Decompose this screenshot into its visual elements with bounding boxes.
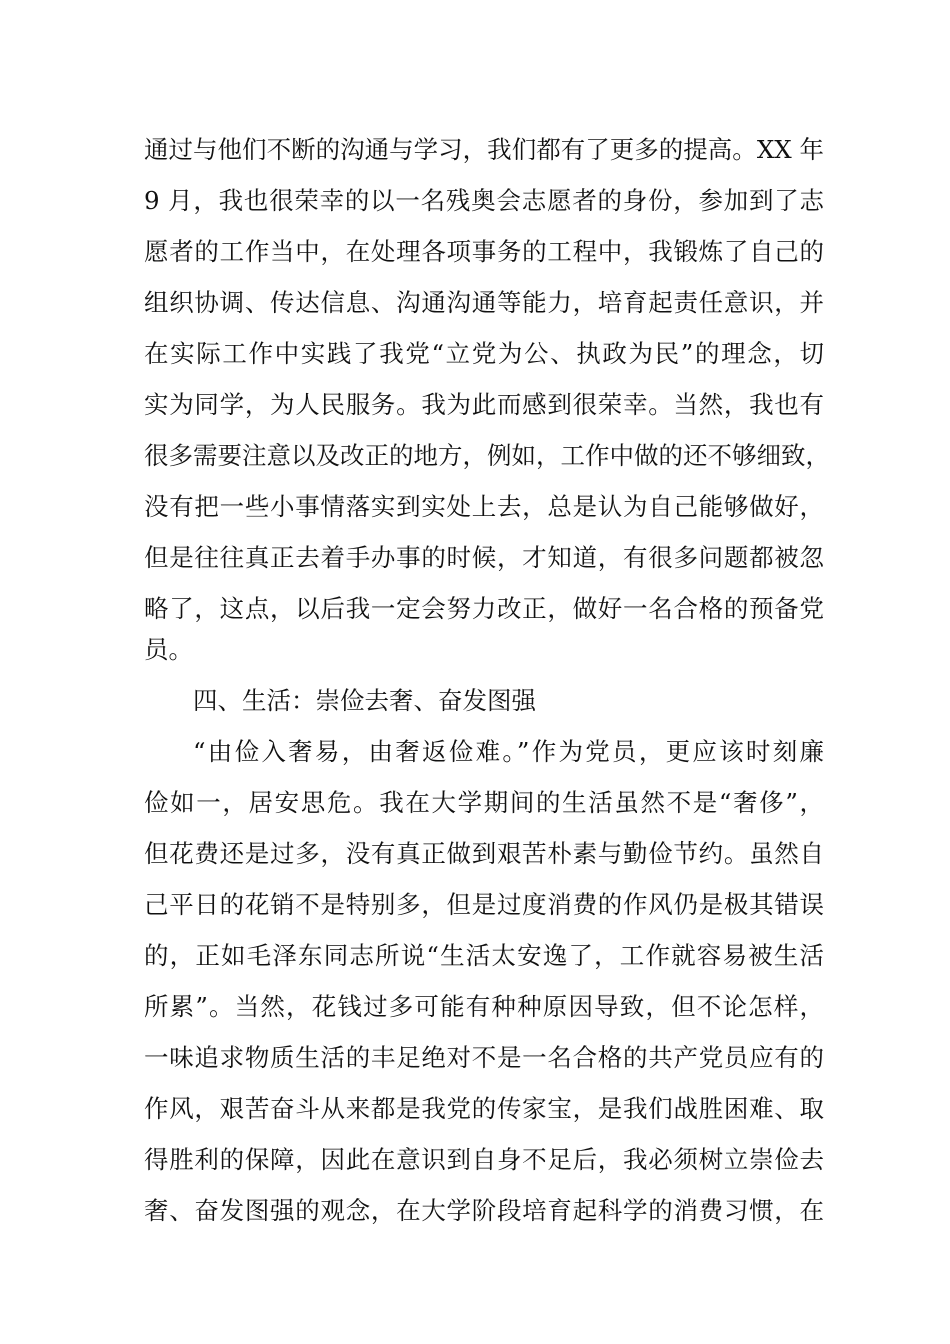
body-line: 一味追求物质生活的丰足绝对不是一名合格的共产党员应有的	[144, 1043, 824, 1072]
body-line: 没有把一些小事情落实到实处上去，总是认为自己能够做好，	[144, 492, 824, 521]
body-line: 己平日的花销不是特别多，但是过度消费的作风仍是极其错误	[144, 890, 824, 919]
body-line: 俭如一，居安思危。我在大学期间的生活虽然不是“奢侈”，	[144, 788, 824, 817]
body-line: 愿者的工作当中，在处理各项事务的工程中，我锻炼了自己的	[144, 237, 824, 266]
body-line: 奢、奋发图强的观念，在大学阶段培育起科学的消费习惯，在	[144, 1196, 824, 1225]
body-line: 作风，艰苦奋斗从来都是我党的传家宝，是我们战胜困难、取	[144, 1094, 824, 1123]
body-line: 9 月，我也很荣幸的以一名残奥会志愿者的身份，参加到了志	[144, 186, 824, 215]
body-line: 但是往往真正去着手办事的时候，才知道，有很多问题都被忽	[144, 543, 824, 572]
body-line: 的，正如毛泽东同志所说“生活太安逸了，工作就容易被生活	[144, 941, 824, 970]
section-heading: 四、生活：崇俭去奢、奋发图强	[193, 686, 536, 715]
body-line: 略了，这点，以后我一定会努力改正，做好一名合格的预备党	[144, 594, 824, 623]
body-line: 得胜利的保障，因此在意识到自身不足后，我必须树立崇俭去	[144, 1145, 824, 1174]
body-line: 实为同学，为人民服务。我为此而感到很荣幸。当然，我也有	[144, 390, 824, 419]
body-line: 但花费还是过多，没有真正做到艰苦朴素与勤俭节约。虽然自	[144, 839, 824, 868]
body-line: 员。	[144, 635, 193, 664]
body-line: 组织协调、传达信息、沟通沟通等能力，培育起责任意识，并	[144, 288, 824, 317]
body-line: 通过与他们不断的沟通与学习，我们都有了更多的提高。XX 年	[144, 135, 824, 164]
body-line: 所累”。当然，花钱过多可能有种种原因导致，但不论怎样，	[144, 992, 824, 1021]
body-line: 很多需要注意以及改正的地方，例如，工作中做的还不够细致，	[144, 441, 830, 470]
body-line: “由俭入奢易，由奢返俭难。”作为党员，更应该时刻廉	[193, 737, 824, 766]
body-line: 在实际工作中实践了我党“立党为公、执政为民”的理念，切	[144, 339, 824, 368]
